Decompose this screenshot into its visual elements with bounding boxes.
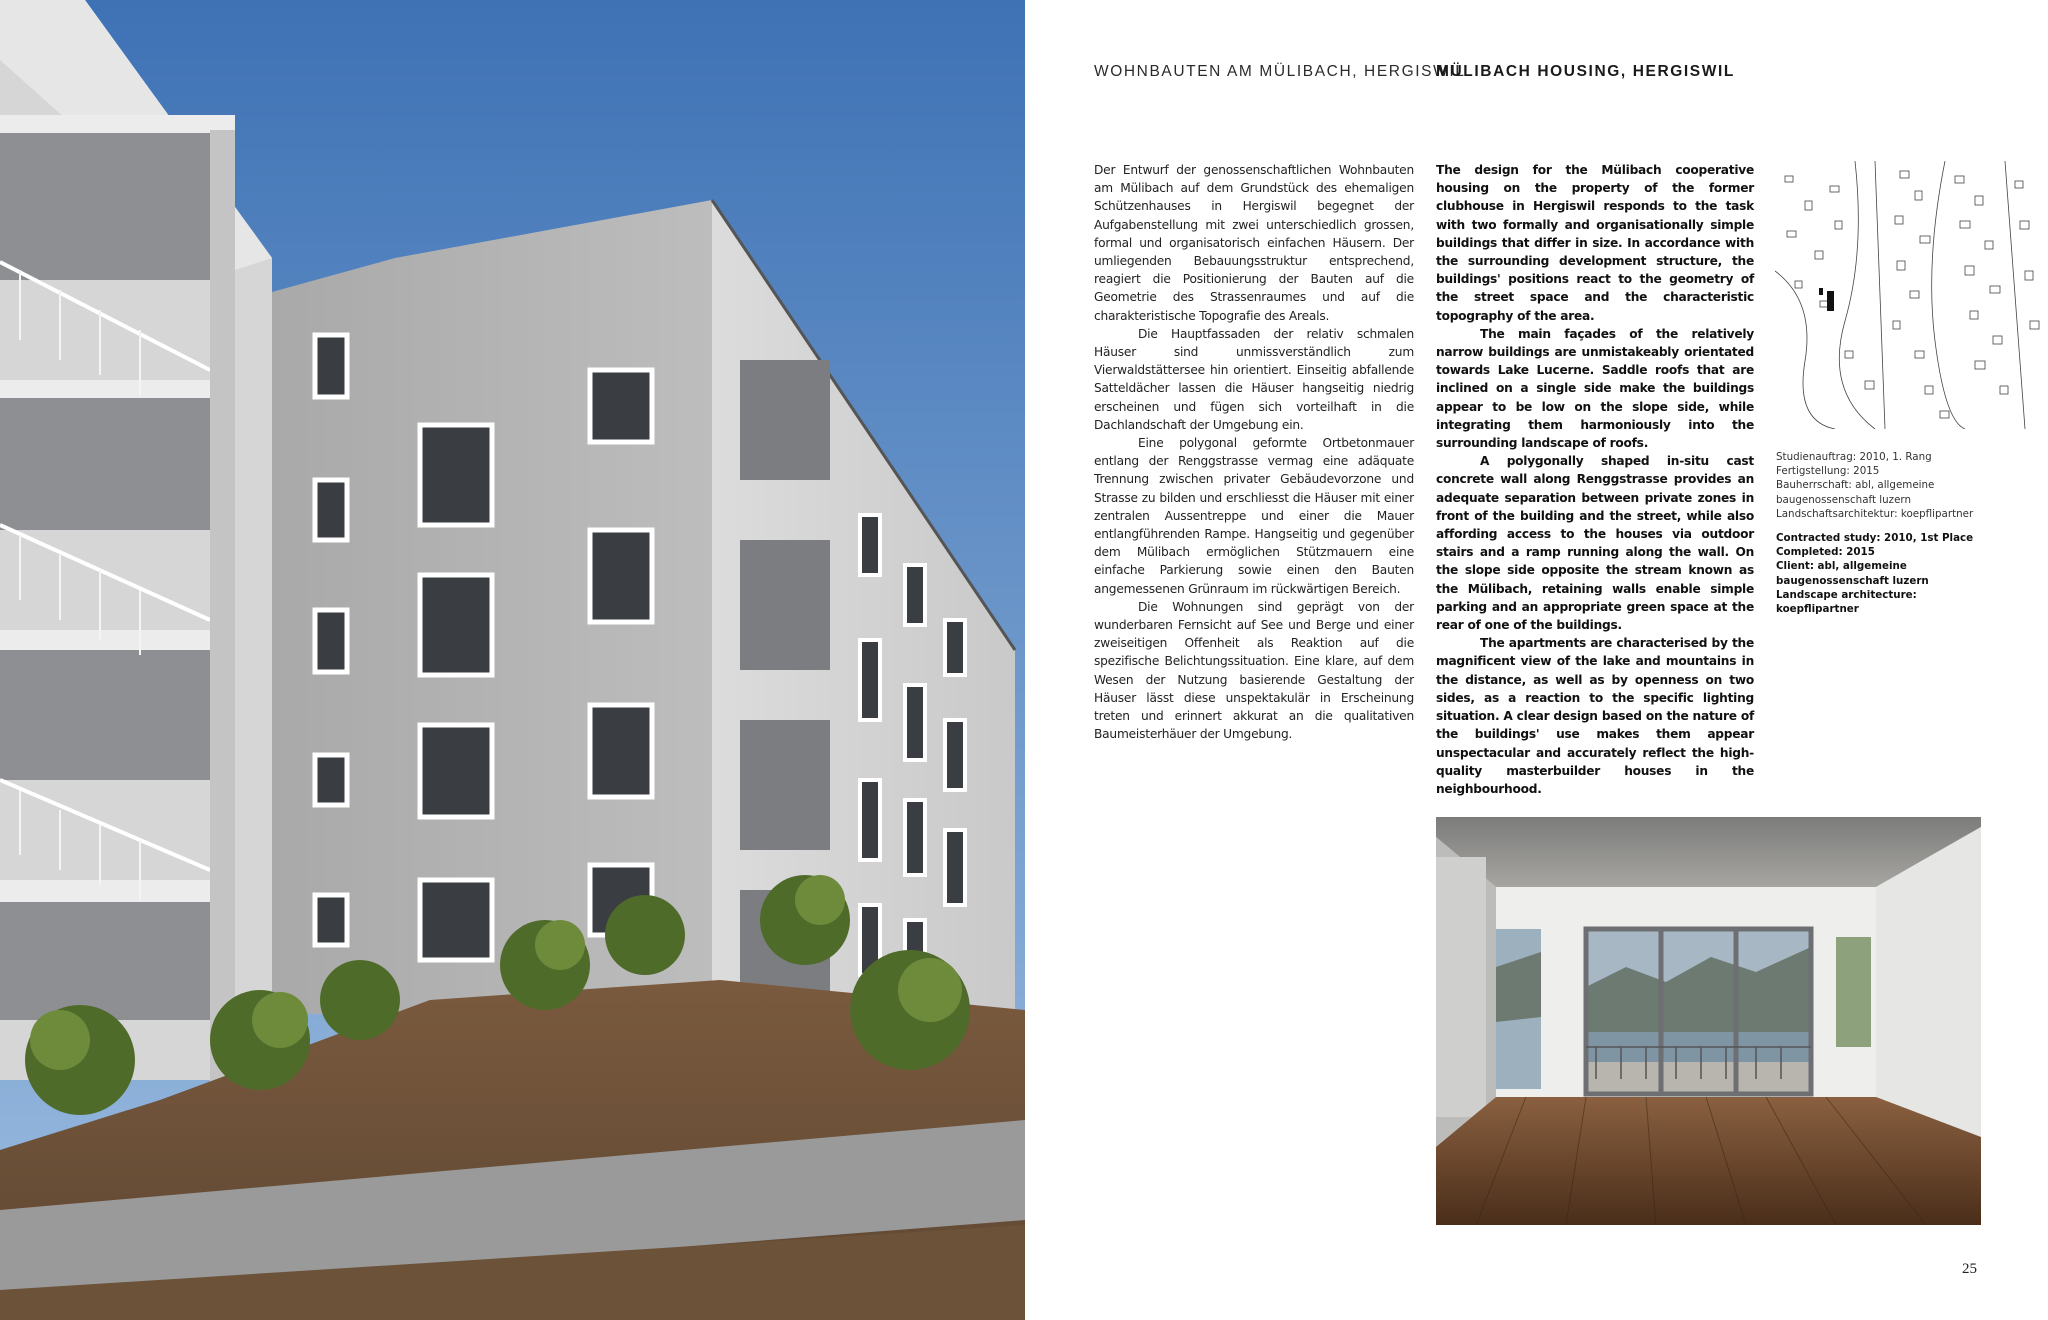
header-german: WOHNBAUTEN AM MÜLIBACH, HERGISWIL — [1094, 63, 1466, 80]
project-facts — [1776, 450, 2041, 616]
facts-german — [1776, 450, 2041, 521]
fact-line: Completed: 2015 — [1776, 546, 1875, 559]
fact-line: Fertigstellung: 2015 — [1776, 465, 1880, 478]
site-plan — [1775, 161, 2045, 429]
fact-line: Landschaftsarchitektur: koepflipartner — [1776, 507, 1974, 520]
facts-english — [1776, 531, 2041, 616]
paragraph: The design for the Mülibach cooperative housing on the property of the former clubhouse in Hergiswil responds to the task with two formally and organisationally simple buildings that differ in size. In accordance with the surrounding development structure, the buildings' positions react to the geometry of the street space and the characteristic topography of the area. — [1436, 163, 1754, 323]
text-column-german — [1094, 161, 1414, 744]
fact-line: Studienauftrag: 2010, 1. Rang — [1776, 451, 1932, 463]
fact-line: Client: abl, allgemeine — [1776, 560, 1907, 573]
paragraph: The main façades of the relatively narrow buildings are unmistakeably orientated towards Lake Lucerne. Saddle roofs that are inclined on a single side make the buildings appear to be low on the slope side, while integrating them harmoniously into the surrounding landscape of roofs. — [1436, 326, 1754, 451]
floor — [1436, 1097, 1981, 1225]
text-column-english — [1436, 161, 1754, 798]
fact-line: Contracted study: 2010, 1st Place — [1776, 532, 1974, 545]
paragraph: Die Wohnungen sind geprägt von der wunderbaren Fernsicht auf See und Berge und einer zweiseitigen Offenheit als Reaktion auf die spezifische Belichtungssituation. Eine klare, auf dem Wesen der Nutzung basierende Gestaltung der Häuser lässt diese unspektakulär in Erscheinung treten und erinnert akkurat an die qualitativen Baumeisterhäuer der Umgebung. — [1094, 599, 1414, 742]
header-english: MÜLIBACH HOUSING, HERGISWIL — [1436, 63, 1735, 80]
project-location-marker — [1827, 291, 1834, 311]
page-number: 25 — [1962, 1261, 1977, 1277]
fact-line: Bauherrschaft: abl, allgemeine — [1776, 479, 1935, 492]
interior-photo — [1436, 817, 1981, 1225]
fact-line: baugenossenschaft luzern — [1776, 493, 1911, 506]
fact-line: koepflipartner — [1776, 603, 1859, 616]
paragraph: Die Hauptfassaden der relativ schmalen Häuser sind unmissverständlich zum Vierwaldstättersee hin orientiert. Einseitig abfallende Satteldächer lassen die Häuser hangseitig niedrig erscheinen und fügen sich vorteilhaft in die Dachlandschaft der Umgebung ein. — [1094, 326, 1414, 432]
fact-line: baugenossenschaft luzern — [1776, 574, 1929, 587]
paragraph: A polygonally shaped in-situ cast concrete wall along Renggstrasse provides an adequate separation between private zones in front of the building and the street, while also affording access to the houses via outdoor stairs and a ramp running along the wall. On the slope side opposite the stream known as the Mülibach, retaining walls enable simple parking and an appropriate green space at the rear of one of the buildings. — [1436, 454, 1754, 633]
paragraph: The apartments are characterised by the magnificent view of the lake and mountains in the distance, as well as by openness on two sides, as a reaction to the specific lighting situation. A clear design based on the nature of the buildings' use makes them appear unspectacular and accurately reflect the high-quality masterbuilder houses in the neighbourhood. — [1436, 636, 1754, 796]
fact-line: Landscape architecture: — [1776, 588, 1917, 601]
paragraph: Eine polygonal geformte Ortbetonmauer entlang der Renggstrasse vermag eine adäquate Trennung zwischen privater Gebäudevorzone und Strasse zu bilden und erschliesst die Häuser mit einer zentralen Aussentreppe und einer die Mauer entlangführenden Rampe. Hangseitig und gegenüber dem Mülibach ermöglichen Stützmauern eine einfache Parkierung sowie einen den Bauten angemessenen Grünraum im rückwärtigen Bereich. — [1094, 436, 1414, 596]
paragraph: Der Entwurf der genossenschaftlichen Wohnbauten am Mülibach auf dem Grundstück des ehemaligen Schützenhauses in Hergiswil begegnet der Aufgabenstellung mit zwei unterschiedlich grossen, formal und organisatorisch einfachen Häusern. Der umliegenden Bebauungsstruktur entsprechend, reagiert die Positionierung der Bauten auf die Geometrie des Strassenraumes und auf die charakteristische Topografie des Areals. — [1094, 163, 1414, 323]
